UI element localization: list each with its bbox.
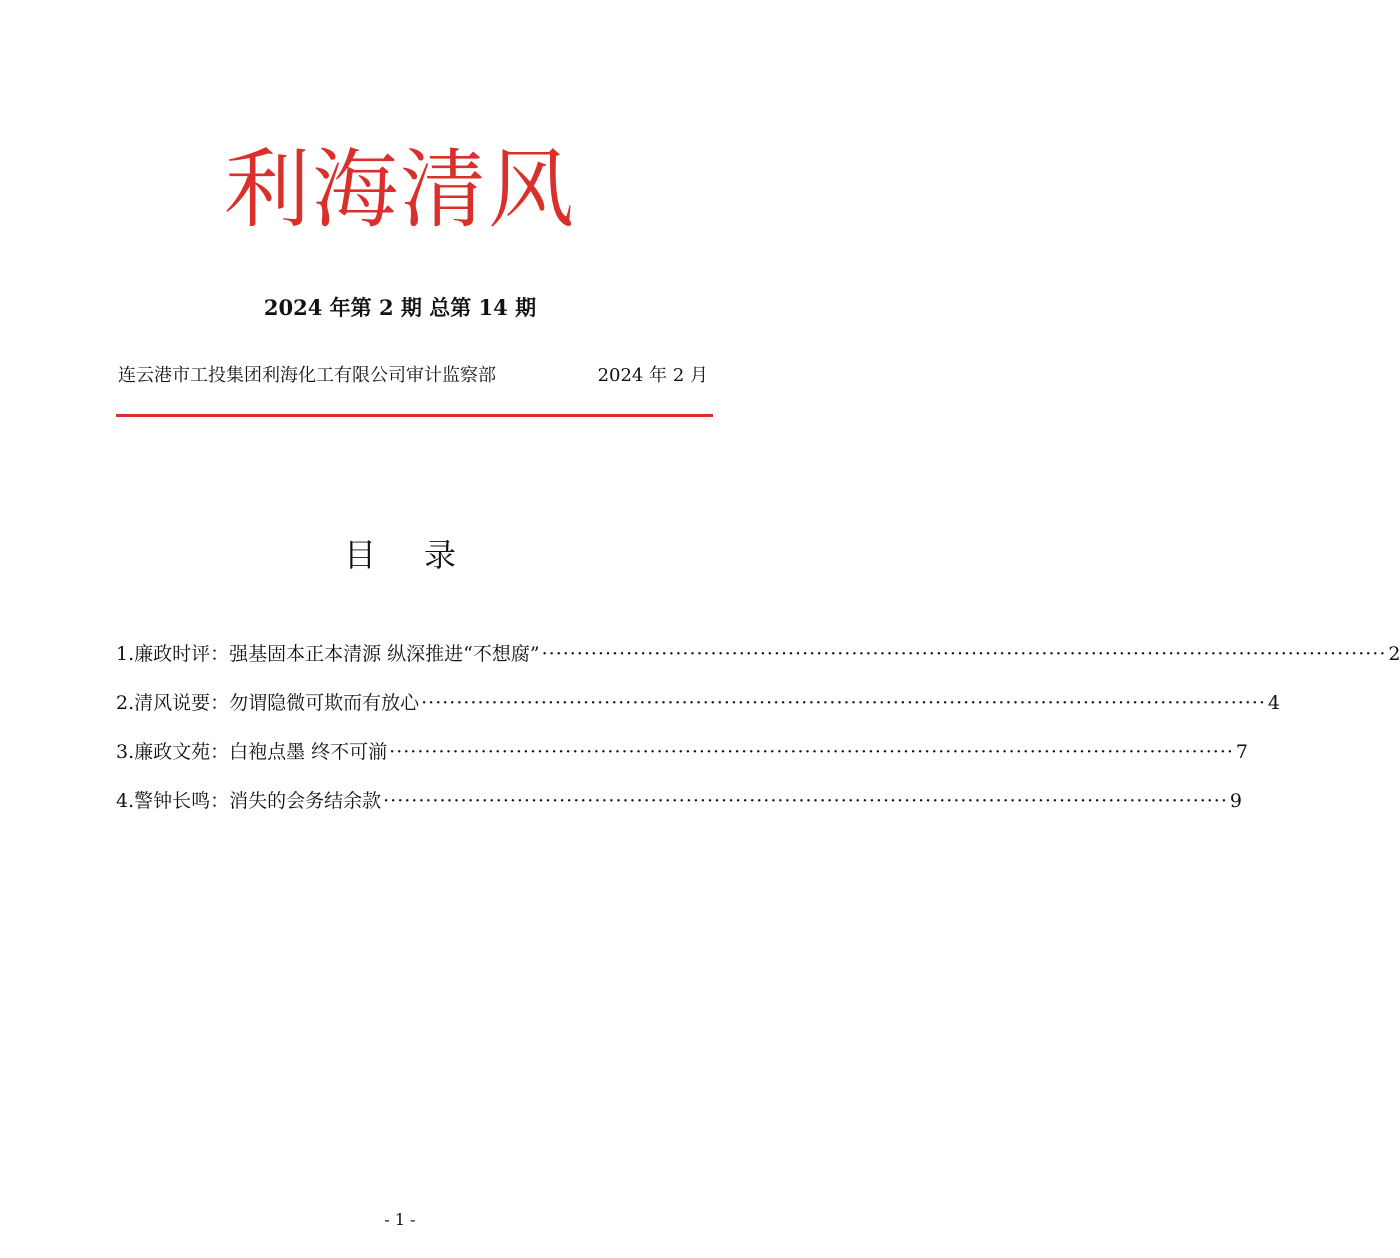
toc-item-page: 4 — [1267, 692, 1280, 714]
toc-item-page: 9 — [1229, 790, 1242, 812]
toc-title — [0, 530, 800, 580]
toc-item[interactable] — [116, 785, 1242, 834]
page-number: - 1 - — [384, 1210, 416, 1229]
toc-item-page: 7 — [1235, 741, 1249, 763]
toc-item[interactable] — [116, 736, 1249, 785]
toc-leader-dots: ························································································································ — [421, 692, 1266, 714]
issuer-row — [118, 362, 708, 390]
toc-leader-dots: ························································································································ — [541, 643, 1387, 665]
issuer-name: 连云港市工投集团利海化工有限公司审计监察部 — [118, 365, 496, 386]
issue-number: 2024 年第 2 期 总第 14 期 — [263, 295, 537, 320]
toc-item-text: 3.廉政文苑：白袍点墨 终不可湔 — [116, 741, 388, 763]
toc-leader-dots: ························································································································ — [389, 741, 1234, 763]
toc-leader-dots: ························································································································ — [383, 790, 1228, 812]
table-of-contents — [116, 638, 1400, 834]
red-divider — [116, 414, 713, 417]
toc-item-text: 1.廉政时评：强基固本正本清源 纵深推进“不想腐” — [116, 643, 540, 665]
toc-item-text: 4.警钟长鸣：消失的会务结余款 — [116, 790, 382, 812]
toc-item[interactable] — [116, 687, 1280, 736]
toc-title-char-1: 目 — [343, 536, 376, 574]
toc-title-char-2: 录 — [424, 536, 457, 574]
masthead-title: 利海清风 — [224, 140, 576, 240]
toc-item[interactable] — [116, 638, 1400, 687]
toc-item-page: 2 — [1388, 643, 1400, 665]
toc-item-text: 2.清风说要：勿谓隐微可欺而有放心 — [116, 692, 420, 714]
issue-date: 2024 年 2 月 — [597, 365, 708, 386]
